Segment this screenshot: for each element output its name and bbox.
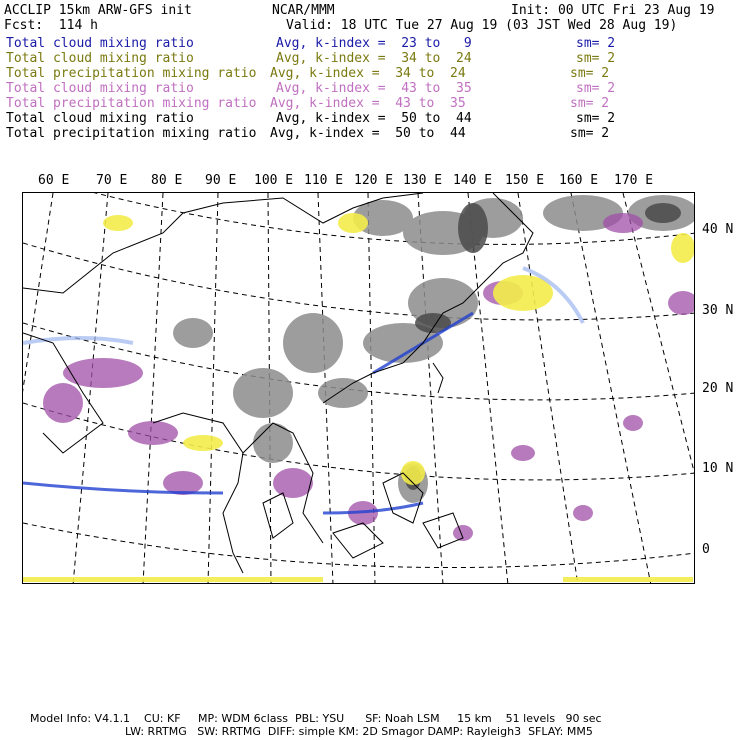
legend-field-6: Total cloud mixing ratio: [6, 111, 194, 126]
model-info-line1: Model Info: V4.1.1 CU: KF MP: WDM 6class PBL: YSU SF: Noah LSM 15 km 51 levels 90 sec: [30, 712, 602, 725]
legend-avg-7: Avg, k-index = 50 to 44: [270, 126, 466, 141]
legend-field-1: Total cloud mixing ratio: [6, 36, 194, 51]
legend-avg-3: Avg, k-index = 34 to 24: [270, 66, 466, 81]
model-title: ACCLIP 15km ARW-GFS init: [4, 3, 192, 18]
lon-label: 170 E: [614, 173, 654, 188]
lon-label: 160 E: [559, 173, 599, 188]
legend-avg-2: Avg, k-index = 34 to 24: [276, 51, 472, 66]
model-info-line2: LW: RRTMG SW: RRTMG DIFF: simple KM: 2D Smagor DAMP: Rayleigh3 SFLAY: MM5: [125, 725, 593, 738]
legend-sm-2: sm= 2: [576, 51, 616, 66]
legend-avg-1: Avg, k-index = 23 to 9: [276, 36, 472, 51]
valid-time: Valid: 18 UTC Tue 27 Aug 19 (03 JST Wed 28 Aug 19): [286, 18, 678, 33]
lon-label: 130 E: [403, 173, 443, 188]
lon-label: 140 E: [453, 173, 493, 188]
legend-sm-4: sm= 2: [576, 81, 616, 96]
legend-field-3: Total precipitation mixing ratio: [6, 66, 257, 81]
lon-label: 120 E: [354, 173, 394, 188]
lat-label: 40 N: [702, 222, 734, 237]
lon-label: 80 E: [151, 173, 183, 188]
lon-label: 90 E: [205, 173, 237, 188]
lat-label: 20 N: [702, 381, 734, 396]
lat-label: 0: [702, 542, 710, 557]
legend-field-7: Total precipitation mixing ratio: [6, 126, 257, 141]
legend-avg-4: Avg, k-index = 43 to 35: [276, 81, 472, 96]
legend-field-2: Total cloud mixing ratio: [6, 51, 194, 66]
org-label: NCAR/MMM: [272, 3, 335, 18]
init-time: Init: 00 UTC Fri 23 Aug 19: [511, 3, 715, 18]
legend-avg-6: Avg, k-index = 50 to 44: [276, 111, 472, 126]
legend-field-4: Total cloud mixing ratio: [6, 81, 194, 96]
legend-sm-7: sm= 2: [570, 126, 610, 141]
lon-label: 70 E: [96, 173, 128, 188]
lon-label: 100 E: [254, 173, 294, 188]
lon-label: 60 E: [38, 173, 70, 188]
lat-label: 30 N: [702, 303, 734, 318]
legend-sm-5: sm= 2: [570, 96, 610, 111]
forecast-map: [22, 192, 695, 584]
legend-sm-6: sm= 2: [576, 111, 616, 126]
lon-label: 150 E: [505, 173, 545, 188]
legend-sm-3: sm= 2: [570, 66, 610, 81]
legend-field-5: Total precipitation mixing ratio: [6, 96, 257, 111]
forecast-hour: Fcst: 114 h: [4, 18, 98, 33]
lat-label: 10 N: [702, 461, 734, 476]
legend-avg-5: Avg, k-index = 43 to 35: [270, 96, 466, 111]
lon-label: 110 E: [304, 173, 344, 188]
map-canvas: [23, 193, 695, 584]
legend-sm-1: sm= 2: [576, 36, 616, 51]
